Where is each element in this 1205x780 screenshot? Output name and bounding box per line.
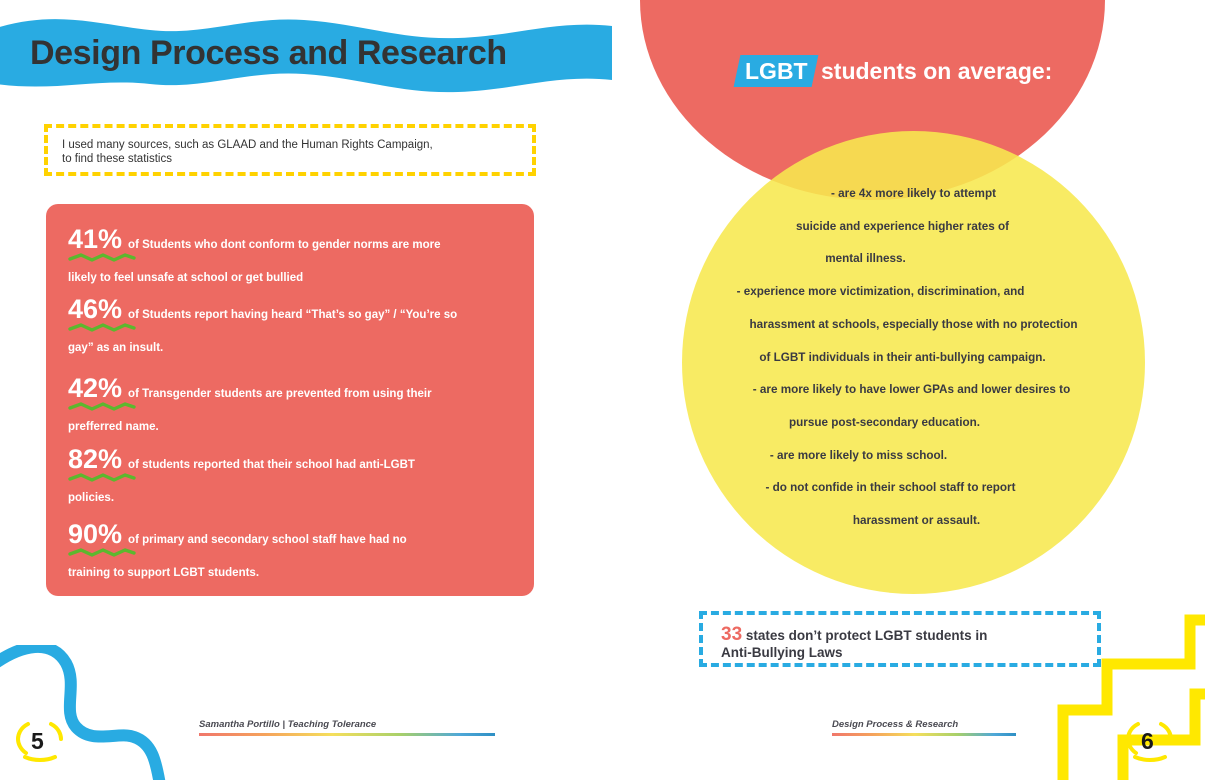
stat-continuation: prefferred name. [68,421,159,433]
circle-bullet-line: - experience more victimization, discrimination, and [736,285,1025,299]
stat-value-wrap [68,226,122,253]
stat-value: 42% [68,373,123,403]
footer-rule-left [199,733,495,736]
page-title: Design Process and Research [30,34,507,72]
circle-bullet-line: - are more likely to miss school. [769,448,948,462]
states-callout-line-1: states don’t protect LGBT students in [742,628,988,643]
footer-rule-right [832,733,1016,736]
stat-continuation: likely to feel unsafe at school or get bullied [68,272,304,284]
stat-value: 90% [68,519,123,549]
stat-value: 82% [68,444,123,474]
circle-bullet-line: pursue post-secondary education. [789,415,980,429]
states-callout-line-2: Anti-Bullying Laws [721,645,843,660]
page-number-left: 5 [31,728,44,754]
circle-bullet-line: - do not confide in their school staff to report [765,481,1016,495]
stat-value-wrap [68,375,122,402]
right-page-heading-rest: students on average: [814,58,1053,84]
yellow-zigzag-decoration-icon [1035,612,1205,780]
stat-text: of Students report having heard “That’s so gay” / “You’re so [128,309,458,321]
states-callout-text [721,626,987,661]
circle-bullet-line: mental illness. [825,252,906,266]
green-squiggle-underline-icon [68,323,136,332]
footer-credit-right: Design Process & Research [832,719,959,730]
sources-note-line-1: I used many sources, such as GLAAD and the Human Rights Campaign, [62,139,433,151]
stat-continuation: training to support LGBT students. [68,567,260,579]
stat-row [68,375,518,411]
stat-value-wrap [68,521,122,548]
circle-bullet-line: - are more likely to have lower GPAs and lower desires to [752,383,1071,397]
page-number-right: 6 [1141,728,1154,754]
stat-continuation: gay” as an insult. [68,342,164,354]
stat-row [68,446,518,482]
green-squiggle-underline-icon [68,548,136,557]
lgbt-highlight-tag: LGBT [737,55,815,88]
sources-note-text [62,139,433,166]
stat-text: of primary and secondary school staff have had no [128,534,407,546]
circle-bullet-line: harassment or assault. [852,514,981,528]
circle-bullet-list [682,178,1145,538]
green-squiggle-underline-icon [68,253,136,262]
stat-row [68,296,518,332]
statistics-panel [46,204,534,596]
stat-continuation: policies. [68,492,115,504]
stat-text: of Students who dont conform to gender norms are more [128,239,441,251]
green-squiggle-underline-icon [68,402,136,411]
circle-bullet-line: - are 4x more likely to attempt [831,187,996,200]
sources-note-line-2: to find these statistics [62,152,172,165]
stat-value: 46% [68,294,123,324]
circle-bullet-line: suicide and experience higher rates of [795,219,1010,233]
right-page-heading [737,55,1077,88]
circle-bullet-line: harassment at schools, especially those with no protection [749,317,1078,331]
stat-value: 41% [68,224,123,254]
footer-credit-left: Samantha Portillo | Teaching Tolerance [199,719,377,730]
stat-row [68,521,518,557]
green-squiggle-underline-icon [68,473,136,482]
stat-text: of Transgender students are prevented from using their [128,388,432,400]
stat-value-wrap [68,446,122,473]
circle-bullet-line: of LGBT individuals in their anti-bullying campaign. [759,350,1046,364]
sources-note-box [44,124,536,176]
stat-row [68,226,518,262]
stat-value-wrap [68,296,122,323]
states-callout-number: 33 [721,624,743,645]
stat-text: of students reported that their school had anti-LGBT [128,459,415,471]
